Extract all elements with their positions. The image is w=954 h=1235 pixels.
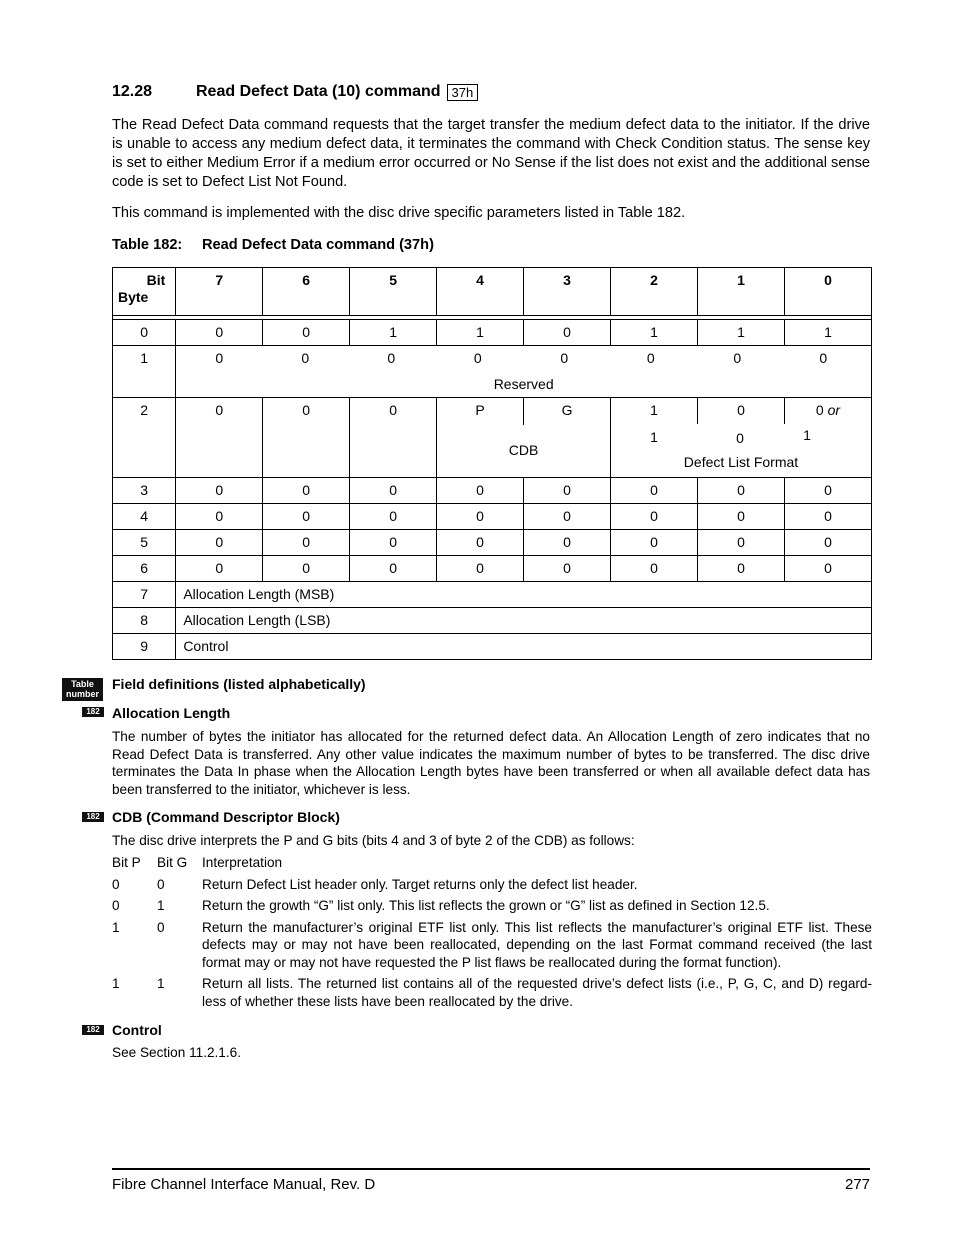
bit-cell: 0 [263,556,350,582]
tag-line: Table [71,679,94,689]
table-row [113,398,872,478]
table-row [113,346,872,398]
bit-p-value: 1 [112,919,120,935]
interp-header [112,854,872,872]
interpretation-text: Return all lists. The returned list contains all of the requested drive’s defect lists (i.e., P, G, C, and D) regard-less of whether these lists have been reallocated by the drive. [202,976,872,1009]
bit-cell: 0 [697,504,784,530]
list-item [112,975,872,1010]
bit-cell: 1 [610,320,697,346]
bit-cell: 0 [646,350,655,366]
bit-cell: 0 [697,556,784,582]
bit-cell: 0 [784,530,871,556]
interpretation-text: Return the manufacturer’s original ETF list only. This list reflects the manufacturer’s original ETF list. These defects may or may not have been reallocated, depending on the last Format command received (the last format may or may not have requested the P list flaws be reallocated during the format function). [202,919,872,970]
byte-cell: 0 [113,320,176,346]
bit-cell: 0 [437,504,524,530]
bit-label: Bit [146,272,166,288]
cdb-cell [437,398,611,478]
bit-p-value: 1 [112,976,120,991]
bit-cell: 1 [611,398,698,424]
alt-bit: 0 [736,430,744,446]
bit-p-value: 0 [112,898,120,913]
table-header-row [113,268,872,316]
bit-cell: 0 [301,350,310,366]
bit-cell: 0 [524,478,611,504]
allocation-length-heading: Allocation Length [112,705,231,721]
bit-cell: 1 [697,320,784,346]
p-bit: P [437,398,524,425]
footer-rule [112,1168,870,1170]
bit-cell: 0 [610,556,697,582]
bit-cell: 0 [733,350,742,366]
bit-cell: 0 [524,530,611,556]
allocation-msb-cell: Allocation Length (MSB) [176,582,872,608]
bit-cell: 0 [350,556,437,582]
pg-bits [437,398,610,425]
bit-cell: 0 [215,350,224,366]
allocation-lsb-cell: Allocation Length (LSB) [176,608,872,634]
bit-header: 0 [784,268,871,316]
bit-g-header: Bit G [157,855,188,870]
table-row [113,582,872,608]
list-item [112,919,872,972]
control-text: See Section 11.2.1.6. [112,1045,241,1060]
bit-cell: 0 [263,320,350,346]
bit-cell: 0 [610,504,697,530]
format-alt-bits [611,424,871,448]
bit-cell: 1 [437,320,524,346]
bit-cell: 0 [437,556,524,582]
bit-cell: 0 [697,530,784,556]
interpretation-text: Return Defect List header only. Target returns only the defect list header. [202,876,638,892]
intro-paragraph: The Read Defect Data command requests that the target transfer the medium defect data to the initiator. If the drive is unable to access any medium defect data, it terminates the command with Check Condition status. The sense key is set to either Medium Error if a medium error occurred or No Sense if the list does not exist and the additional sense code is set to Defect List Not Found. [112,117,870,190]
bit-cell: 0 [697,478,784,504]
bit-cell: 0 [263,478,350,504]
bit-cell: 0 [524,556,611,582]
tag-line: number [65,689,99,699]
bit0-options [785,398,871,424]
bit-cell: 0 [176,504,263,530]
bit-cell: 0 [784,478,871,504]
bit-header: 3 [524,268,611,316]
cdb-heading: CDB (Command Descriptor Block) [112,809,340,825]
table-row [113,556,872,582]
table-row [113,504,872,530]
bit-cell: 0 [350,478,437,504]
or-word: or [827,402,841,418]
alt-bit: 1 [803,427,811,443]
bit-cell: 0 [176,530,263,556]
reserved-bits [176,346,871,371]
byte-cell: 6 [113,556,176,582]
bit-g-value: 1 [157,898,165,913]
bit-cell: 0 [263,530,350,556]
bit-cell: 0 [437,530,524,556]
byte-cell: 9 [113,634,176,660]
bit-p-header: Bit P [112,855,141,870]
bit-cell: 0 [819,350,828,366]
table-row [113,608,872,634]
defect-format-cell [610,398,871,478]
byte-cell: 8 [113,608,176,634]
table-row [113,530,872,556]
byte-label: Byte [118,289,149,305]
bit-header: 1 [697,268,784,316]
bit-header: 5 [350,268,437,316]
bit-cell: 0 [350,504,437,530]
table-row [113,634,872,660]
bit-cell: 0 [350,398,437,478]
bit-cell: 0 [473,350,482,366]
bit-cell: 0 [176,556,263,582]
format-bits [611,398,871,424]
bit-cell: 0 [784,556,871,582]
table-ref-badge: 182 [82,1025,104,1035]
bit-g-value: 1 [157,976,165,991]
bit-cell: 1 [350,320,437,346]
bit-cell: 0 [263,398,350,478]
bit-cell: 0 [560,350,569,366]
table-caption [112,237,434,253]
fields-heading: Field definitions (listed alphabetically) [112,676,366,692]
corner-cell [113,268,176,316]
bit-cell: 0 [263,504,350,530]
bit-cell: 1 [784,320,871,346]
bit-cell: 0 [387,350,396,366]
cdb-intro: The disc drive interprets the P and G bits (bits 4 and 3 of byte 2 of the CDB) as follows: [112,833,635,848]
section-heading [112,83,478,101]
table-ref-badge: 182 [82,812,104,822]
bit-header: 2 [610,268,697,316]
bit-cell: 0 [176,478,263,504]
bit-cell: 0 [176,320,263,346]
command-table [112,267,872,660]
bit-header: 6 [263,268,350,316]
reserved-label: Reserved [493,376,554,392]
page-number: 277 [844,1176,870,1193]
cdb-label: CDB [508,442,539,458]
list-item [112,876,872,894]
bit-header: 4 [437,268,524,316]
table-label: Table 182: [112,237,183,253]
table-number-tag [62,678,103,701]
bit-p-value: 0 [112,876,120,892]
defect-list-format-label: Defect List Format [683,454,799,470]
interpretation-header: Interpretation [202,855,283,870]
bit-cell: 0 [176,398,263,478]
opcode-box: 37h [447,84,479,101]
control-cell: Control [176,634,872,660]
bit-g-value: 0 [157,919,165,935]
footer-title: Fibre Channel Interface Manual, Rev. D [112,1176,376,1193]
control-heading: Control [112,1022,162,1038]
byte-cell: 2 [113,398,176,478]
interpretation-text: Return the growth “G” list only. This list reflects the grown or “G” list as defined in Section 12.5. [202,898,770,913]
bit-cell: 0 [610,530,697,556]
section-title: Read Defect Data (10) command [196,83,441,100]
bit-cell: 0 [784,504,871,530]
list-item [112,897,872,915]
g-bit: G [561,402,573,418]
bit-cell: 0 [610,478,697,504]
table-ref-badge: 182 [82,707,104,717]
byte-cell: 3 [113,478,176,504]
reserved-cell [176,346,872,398]
byte-cell: 7 [113,582,176,608]
byte-cell: 4 [113,504,176,530]
section-number: 12.28 [112,83,153,100]
bit-cell: 0 [437,478,524,504]
table-row [113,320,872,346]
bit-cell: 0 [524,320,611,346]
byte-cell: 5 [113,530,176,556]
pg-interpretation-list [112,854,872,1010]
bit-cell: 0 [350,530,437,556]
bit-g-value: 0 [157,876,165,892]
bit-header: 7 [176,268,263,316]
bit0-value: 0 [815,402,824,418]
byte-cell: 1 [113,346,176,398]
alt-bit: 1 [650,429,658,445]
table-title: Read Defect Data command (37h) [202,237,434,253]
table-row [113,478,872,504]
bit-cell: 0 [698,398,785,424]
allocation-length-text: The number of bytes the initiator has allocated for the returned defect data. An Allocation Length of zero indicates that no Read Defect Data is transferred. Any other value indicates the maximum number of bytes to be transferred. The disc drive terminates the Data In phase when the Allocation Length bytes have been transferred or when all available defect data has been transferred to the initiator, whichever is less. [112,729,870,797]
parameters-paragraph: This command is implemented with the disc drive specific parameters listed in Table 182. [112,205,686,221]
bit-cell: 0 [524,504,611,530]
